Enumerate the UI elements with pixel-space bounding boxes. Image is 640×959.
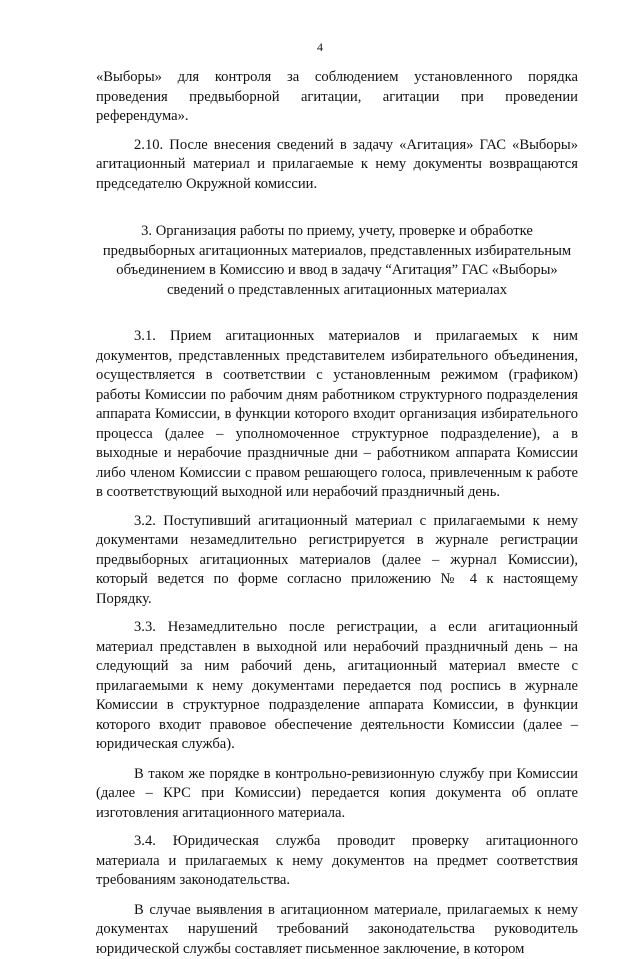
paragraph-continuation: «Выборы» для контроля за соблюдением установленного порядка проведения предвыборной агитации, агитации при проведении референдума».	[96, 68, 578, 127]
document-body	[96, 68, 578, 959]
page-number: 4	[0, 40, 640, 55]
section-heading-line: предвыборных агитационных материалов, представленных избирательным	[96, 242, 578, 262]
paragraph-3-3: 3.3. Незамедлительно после регистрации, а если агитационный материал представлен в выходной или нерабочий праздничный день – на следующий за ним рабочий день, агитационный материал вместе с прилагаемыми к нему документами передается под роспись в журнале Комиссии в структурное подразделение аппарата Комиссии, в функции которого входит правовое обеспечение деятельности Комиссии (далее – юридическая служба).	[96, 618, 578, 755]
section-heading-line: 3. Организация работы по приему, учету, проверке и обработке	[96, 222, 578, 242]
section-heading-3	[96, 222, 578, 300]
paragraph-3-1: 3.1. Прием агитационных материалов и прилагаемых к ним документов, представленных представителем избирательного объединения, осуществляется в соответствии с установленным режимом (графиком) работы Комиссии по рабочим дням работником структурного подразделения аппарата Комиссии, в функции которого входит организация избирательного процесса (далее – уполномоченное структурное подразделение), а в выходные и нерабочие праздничные дни – работником аппарата Комиссии либо членом Комиссии с правом решающего голоса, привлеченным к работе в соответствующий выходной или нерабочий праздничный день.	[96, 327, 578, 503]
paragraph-3-2: 3.2. Поступивший агитационный материал с прилагаемыми к нему документами незамедлительно регистрируется в журнале регистрации предвыборных агитационных материалов (далее – журнал Комиссии), который ведется по форме согласно приложению № 4 к настоящему Порядку.	[96, 512, 578, 610]
paragraph-2-10: 2.10. После внесения сведений в задачу «Агитация» ГАС «Выборы» агитационный материал и прилагаемые к нему документы возвращаются председателю Окружной комиссии.	[96, 136, 578, 195]
paragraph-krs: В таком же порядке в контрольно-ревизионную службу при Комиссии (далее – КРС при Комиссии) передается копия документа об оплате изготовления агитационного материала.	[96, 765, 578, 824]
section-heading-line: сведений о представленных агитационных материалах	[96, 281, 578, 301]
paragraph-violation: В случае выявления в агитационном материале, прилагаемых к нему документах нарушений требований законодательства руководитель юридической службы составляет письменное заключение, в котором	[96, 901, 578, 959]
paragraph-3-4: 3.4. Юридическая служба проводит проверку агитационного материала и прилагаемых к нему документов на предмет соответствия требованиям законодательства.	[96, 832, 578, 891]
section-heading-line: объединением в Комиссию и ввод в задачу “Агитация” ГАС «Выборы»	[96, 261, 578, 281]
